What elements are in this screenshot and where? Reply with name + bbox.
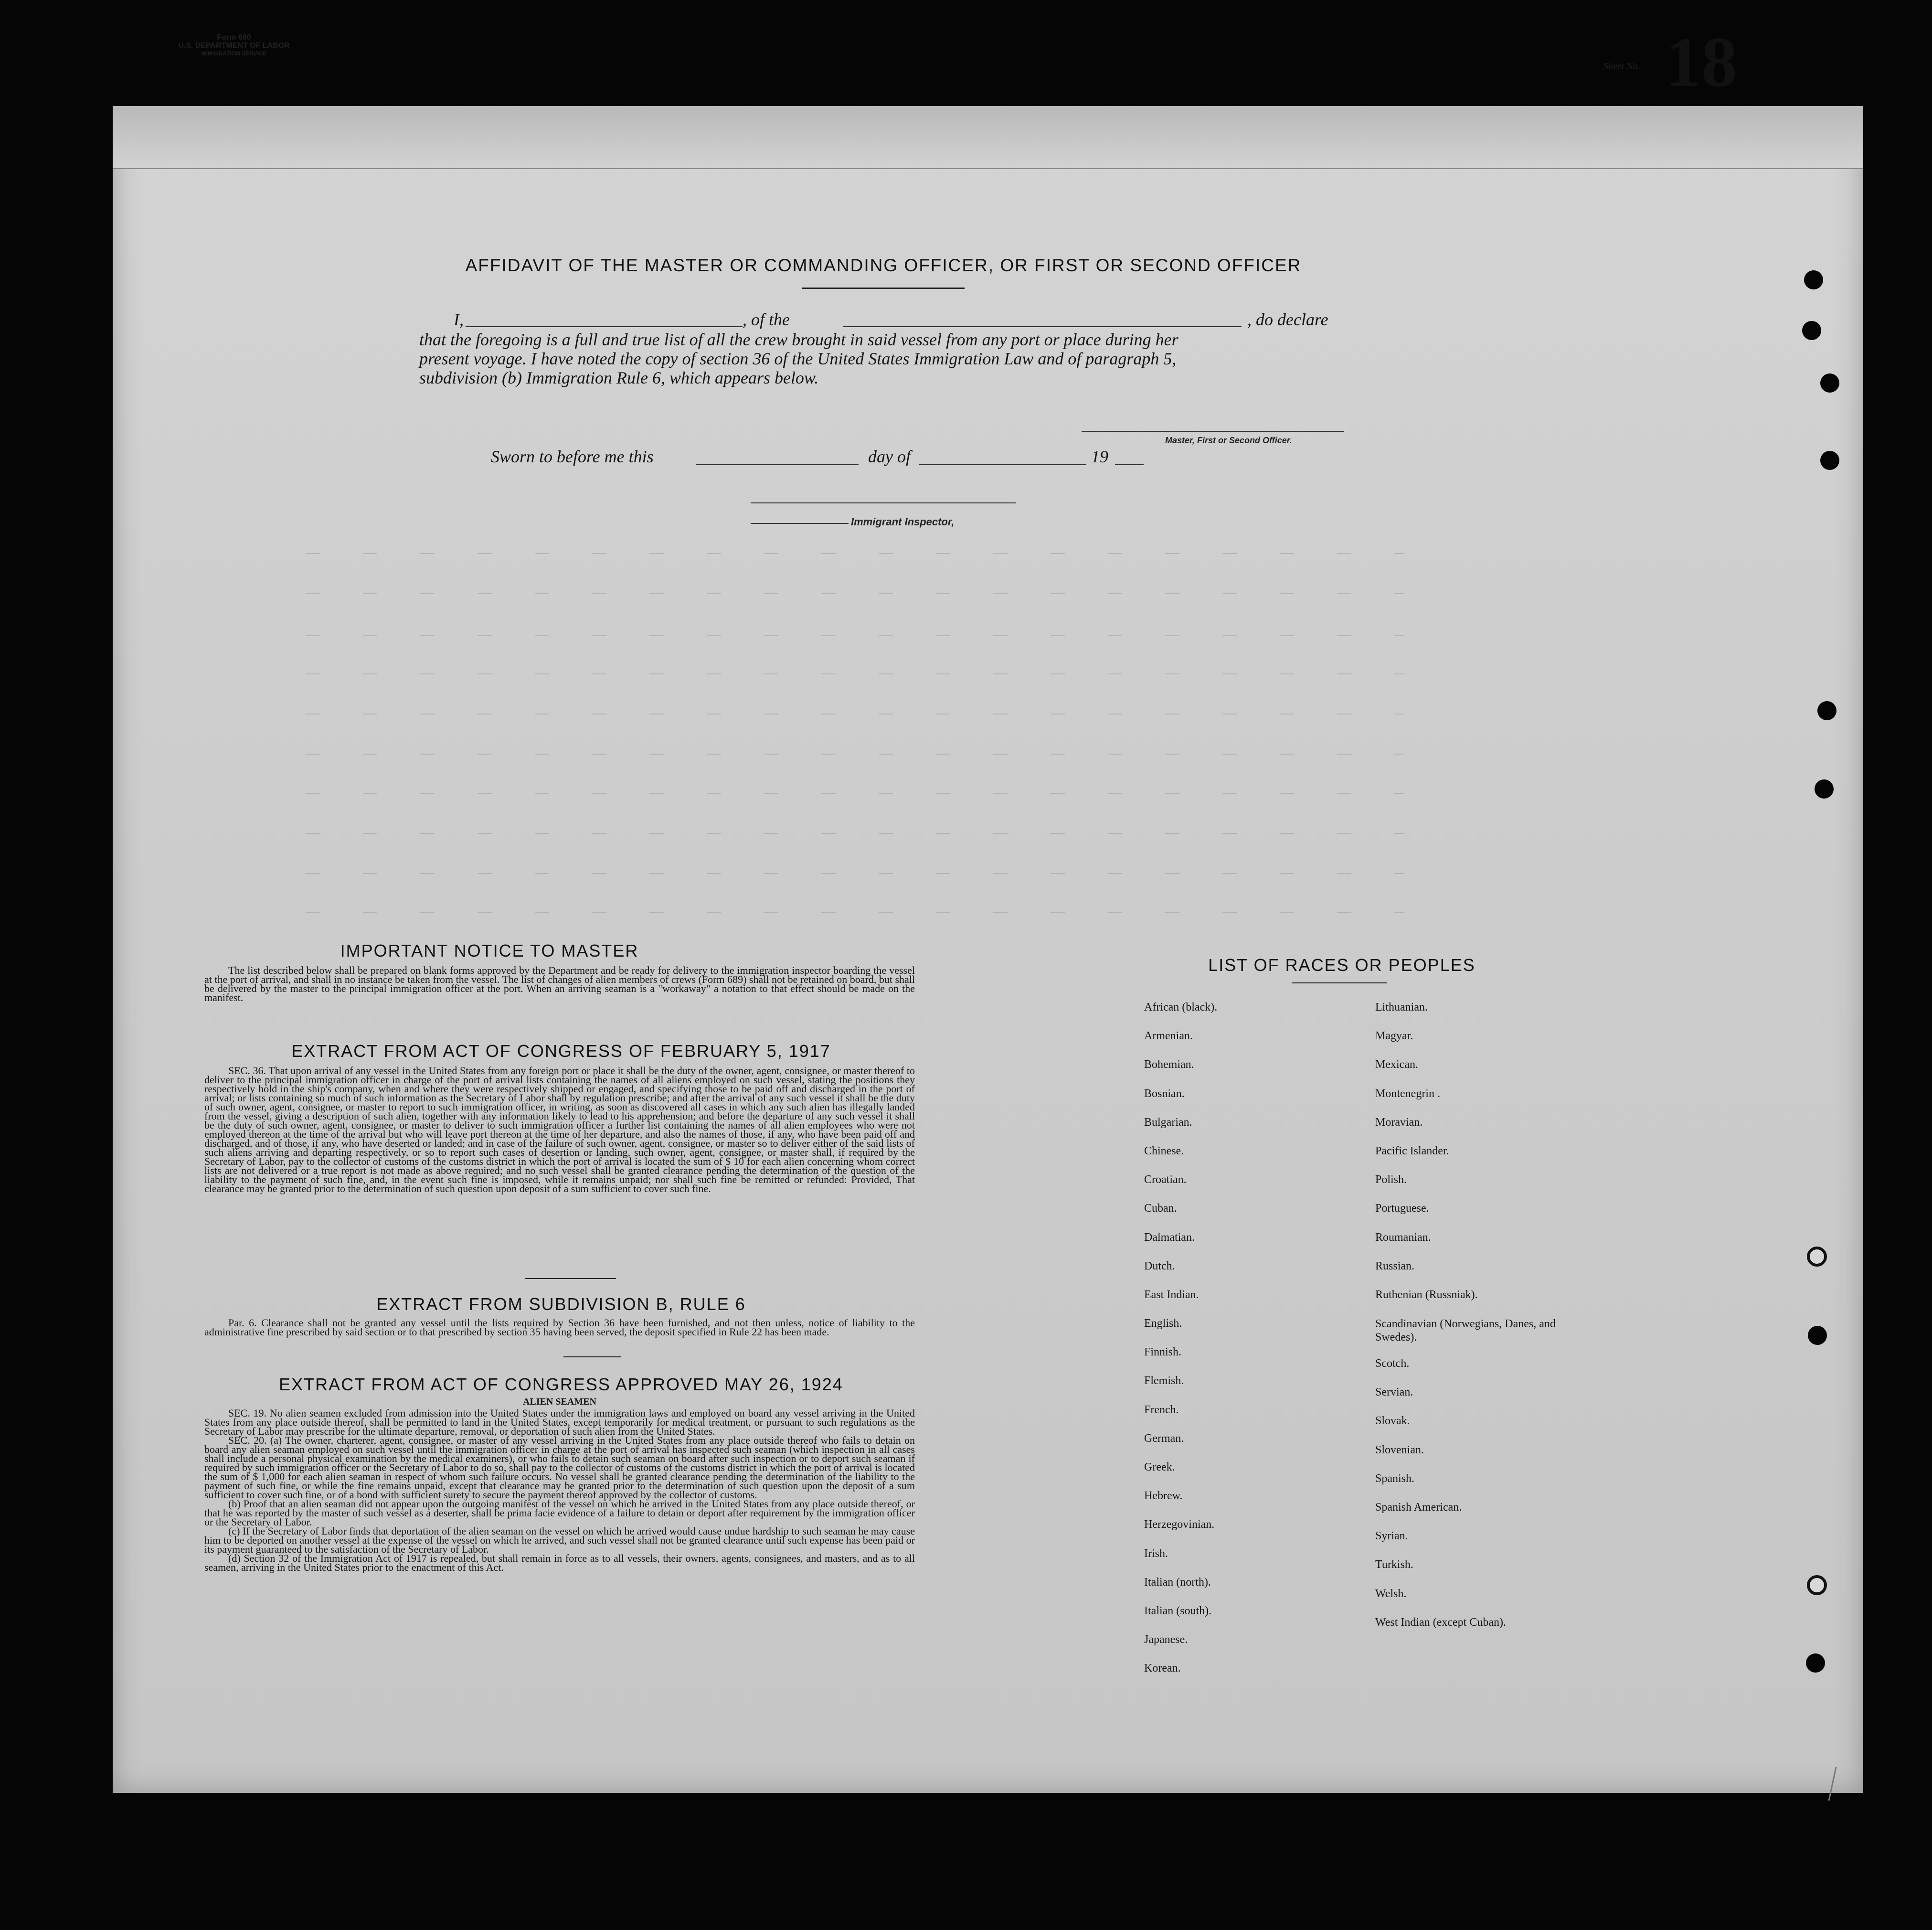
binding-hole [1820, 373, 1839, 393]
sheet-number: 18 [1666, 22, 1737, 102]
bleed-row [306, 833, 1404, 834]
extract-rule6-title: EXTRACT FROM SUBDIVISION B, RULE 6 [376, 1294, 746, 1314]
race-item: Japanese. [1144, 1633, 1188, 1646]
inspector-line [751, 523, 849, 524]
extract-rule6-body [204, 1318, 915, 1336]
race-item: Slovak. [1375, 1415, 1410, 1428]
affidavit-declare: , do declare [1247, 310, 1328, 329]
races-column-1 [1144, 1001, 1345, 1691]
race-item: Montenegrin . [1375, 1087, 1440, 1100]
bleed-row [306, 593, 1404, 594]
inspector-caption: Immigrant Inspector, [851, 516, 955, 528]
race-item: Magyar. [1375, 1030, 1413, 1043]
race-item: Scotch. [1375, 1357, 1410, 1370]
notice-title: IMPORTANT NOTICE TO MASTER [340, 941, 639, 960]
bleed-row [306, 553, 1404, 554]
race-item: Russian. [1375, 1259, 1415, 1272]
race-item: Bohemian. [1144, 1058, 1194, 1071]
sheet-label: Sheet No. [1603, 61, 1640, 72]
race-item: Dalmatian. [1144, 1231, 1195, 1244]
race-item: German. [1144, 1432, 1184, 1445]
race-item: Italian (north). [1144, 1576, 1211, 1589]
affidavit-line4: subdivision (b) Immigration Rule 6, which appears below. [419, 368, 819, 387]
signature-caption: Master, First or Second Officer. [1165, 436, 1292, 445]
affidavit-of-the: , of the [743, 310, 790, 329]
affidavit-line3: present voyage. I have noted the copy of section 36 of the United States Immigration Law and of paragraph 5, [419, 349, 1177, 368]
inspector-line-top [751, 502, 1016, 503]
race-item: Korean. [1144, 1662, 1181, 1675]
notice-text: The list described below shall be prepared on blank forms approved by the Department and be ready for delivery to the immigration inspector boarding the vessel at the port of arrival, and shall in no instance be taken from the vessel. The list of changes of alien members of crews (Form 689) shall not be retained on board, but shall be delivered by the master to the principal immigration officer at the port. When an arriving seaman is a "workaway" a notation to that effect should be made on the manifest. [204, 964, 915, 1003]
race-item: Chinese. [1144, 1144, 1184, 1157]
year-prefix: 19 [1091, 447, 1108, 466]
race-item: Scandinavian (Norwegians, Danes, and Swedes). [1375, 1318, 1556, 1344]
races-column-2 [1375, 1001, 1557, 1645]
race-item: East Indian. [1144, 1288, 1199, 1301]
race-item: Hebrew. [1144, 1490, 1183, 1503]
sec20b-text: (b) Proof that an alien seaman did not appear upon the outgoing manifest of the vessel on which he arrived in the United States from any place outside thereof, or that he was reported by the master of such vessel as a deserter, shall be prima facie evidence of a failure to detain or deport after requirement by the immigration officer or the Secretary of Labor. [204, 1498, 915, 1528]
signature-line [1082, 431, 1344, 432]
race-item: Flemish. [1144, 1375, 1184, 1387]
department-name: U.S. DEPARTMENT OF LABOR [178, 42, 290, 50]
form-header [162, 33, 306, 58]
race-item: West Indian (except Cuban). [1375, 1616, 1506, 1629]
form-number: Form 680 [217, 33, 251, 42]
race-item: African (black). [1144, 1001, 1218, 1013]
sworn-text: Sworn to before me this [491, 447, 654, 466]
race-item: Greek. [1144, 1461, 1175, 1473]
race-item: Bulgarian. [1144, 1116, 1192, 1129]
race-item: Lithuanian. [1375, 1001, 1428, 1013]
bleed-row [306, 873, 1404, 874]
vessel-blank [843, 326, 1242, 327]
title-rule [802, 288, 965, 289]
race-item: Dutch. [1144, 1259, 1175, 1272]
bleed-row [306, 673, 1404, 674]
race-item: Moravian. [1375, 1116, 1423, 1129]
sec20c-text: (c) If the Secretary of Labor finds that deportation of the alien seaman on the vessel on which he arrived would cause undue hardship to such seaman he may cause him to be deported on another vessel at the expense of the vessel on which he arrived, and such vessel shall not be granted clearance until such expense has been paid or its payment guaranteed to the satisfaction of the Secretary of Labor. [204, 1525, 915, 1555]
binding-hole [1804, 270, 1823, 289]
races-title: LIST OF RACES OR PEOPLES [1208, 955, 1476, 975]
binding-hole [1807, 1247, 1827, 1267]
affidavit-title: AFFIDAVIT OF THE MASTER OR COMMANDING OFFICER, OR FIRST OR SECOND OFFICER [465, 256, 1302, 275]
affidavit-i: I, [454, 310, 464, 329]
notice-body [204, 966, 915, 1002]
race-item: Finnish. [1144, 1346, 1182, 1359]
binding-hole [1817, 701, 1836, 720]
race-item: Portuguese. [1375, 1202, 1429, 1215]
par6-text: Par. 6. Clearance shall not be granted any vessel until the lists required by Section 36 have been furnished, and not then unless, notice of liability to the administrative fine prescribed by said section or to that prescribed by section 35 having been served, the deposit specified in Rule 22 has been made. [204, 1317, 915, 1338]
day-of-text: day of [868, 447, 911, 466]
race-item: Turkish. [1375, 1558, 1413, 1571]
races-title-rule [1292, 982, 1387, 983]
bleed-row [306, 793, 1404, 794]
sec20a-text: SEC. 20. (a) The owner, charterer, agent, consignee, or master of any vessel arriving in the United States from any place outside thereof who fails to detain on board any alien seaman employed on such vessel until the immigration officer in charge at the port of arrival has inspected such seaman (which inspection in all cases shall include a personal physical examination by the medical examiners), or who fails to detain such seaman on board after such inspection or to deport such seaman if required by such immigration officer or the Secretary of Labor to do so, shall pay to the collector of customs of the customs district in which the port of arrival is located the sum of $ 1,000 for each alien seaman in respect of whom such failure occurs. No vessel shall be granted clearance pending the determination of the liability to the payment of such fine, or while the fine remains unpaid, except that clearance may be granted prior to the determination of such question upon the deposit of a sum sufficient to cover such fine, or of a bond with sufficient surety to secure the payment thereof approved by the collector of customs. [204, 1434, 915, 1501]
race-item: Spanish. [1375, 1472, 1415, 1485]
extract-1917-title: EXTRACT FROM ACT OF CONGRESS OF FEBRUARY 5, 1917 [291, 1041, 831, 1061]
extract-1917-body [204, 1066, 915, 1193]
race-item: Slovenian. [1375, 1443, 1424, 1456]
service-name: IMMIGRATION SERVICE [201, 50, 267, 57]
alien-seamen-subtitle: ALIEN SEAMEN [523, 1397, 596, 1407]
bleed-row [306, 754, 1404, 755]
affidavit-line2: that the foregoing is a full and true list of all the crew brought in said vessel from any port or place during her [419, 330, 1178, 349]
binding-hole [1820, 451, 1839, 470]
race-item: Irish. [1144, 1547, 1168, 1560]
race-item: Spanish American. [1375, 1501, 1462, 1514]
binding-hole [1815, 779, 1834, 799]
sec19-text: SEC. 19. No alien seamen excluded from admission into the United States under the immigration laws and employed on board any vessel arriving in the United States from any place outside thereof, shall be permitted to land in the United States, except temporarily for medical treatment, or pursuant to such regulations as the Secretary of Labor may prescribe for the ultimate departure, removal, or deportation of such alien from the United States. [204, 1407, 915, 1437]
race-item: English. [1144, 1317, 1182, 1330]
race-item: Pacific Islander. [1375, 1144, 1449, 1157]
sec36-text: SEC. 36. That upon arrival of any vessel in the United States from any foreign port or place it shall be the duty of the owner, agent, consignee, or master thereof to deliver to the principal immigration officer in charge of the port of arrival lists containing the names of all aliens employed on such vessel, stating the positions they respectively hold in the ship's company, when and where they were respectively shipped or engaged, and specifying those to be paid off and discharged in the port of arrival; or lists containing so much of such information as the Secretary of Labor shall by regulation prescribe; and after the arrival of any such vessel it shall be the duty of such owner, agent, consignee, or master to report to such immigration officer, in writing, as soon as discovered all cases in which any such alien has illegally landed from the vessel, giving a description of such alien, together with any information likely to lead to his apprehension; and before the departure of any such vessel it shall be the duty of such owner, agent, consignee, or master to deliver to such immigration officer a further list containing the names of all alien employees who were not employed thereon at the time of the arrival but who will leave port thereon at the time of her departure, and also the names of those, if any, who have been paid off and discharged, and of those, if any, who have deserted or landed; and in case of the failure of such owner, agent, consignee, or master so to deliver either of the said lists of such aliens arriving and departing respectively, or so to report such cases of desertion or landing, such owner, agent, consignee, or master shall, if required by the Secretary of Labor, pay to the collector of customs of the customs district in which the port of arrival is located the sum of $ 10 for each alien concerning whom correct lists are not delivered or a true report is not made as above required; and no such vessel shall be granted clearance pending the determination of the question of the liability to the payment of such fine, and, in the event such fine is imposed, while it remains unpaid; nor shall such fine be remitted or refunded: Provided, That clearance may be granted prior to the determination of such question upon deposit of a sum sufficient to cover such fine. [204, 1065, 915, 1194]
race-item: Bosnian. [1144, 1087, 1185, 1100]
sec20d-text: (d) Section 32 of the Immigration Act of 1917 is repealed, but shall remain in force as to all vessels, their owners, agents, consignees, and masters, and as to all seamen, arriving in the United States prior to the enactment of this Act. [204, 1552, 915, 1573]
section-rule [525, 1278, 616, 1279]
binding-hole [1802, 321, 1821, 340]
binding-hole [1808, 1326, 1827, 1345]
section-rule [563, 1356, 621, 1357]
race-item: Herzegovinian. [1144, 1518, 1215, 1531]
top-band [113, 106, 1863, 169]
race-item: French. [1144, 1403, 1179, 1416]
year-blank [1115, 464, 1144, 465]
extract-1924-body [204, 1397, 915, 1572]
race-item: Armenian. [1144, 1030, 1193, 1043]
race-item: Servian. [1375, 1386, 1413, 1399]
race-item: Ruthenian (Russniak). [1375, 1288, 1478, 1301]
sworn-day-blank [696, 464, 859, 465]
race-item: Croatian. [1144, 1173, 1187, 1186]
name-blank [466, 326, 743, 327]
race-item: Mexican. [1375, 1058, 1418, 1071]
binding-hole [1806, 1653, 1825, 1673]
race-item: Welsh. [1375, 1587, 1407, 1600]
race-item: Italian (south). [1144, 1604, 1212, 1617]
race-item: Roumanian. [1375, 1231, 1431, 1244]
extract-1924-title: EXTRACT FROM ACT OF CONGRESS APPROVED MAY 26, 1924 [279, 1375, 843, 1394]
race-item: Cuban. [1144, 1202, 1177, 1215]
bleed-row [306, 912, 1404, 913]
race-item: Syrian. [1375, 1530, 1408, 1543]
race-item: Polish. [1375, 1173, 1407, 1186]
month-blank [919, 464, 1086, 465]
binding-hole [1807, 1575, 1827, 1595]
bleed-row [306, 635, 1404, 636]
